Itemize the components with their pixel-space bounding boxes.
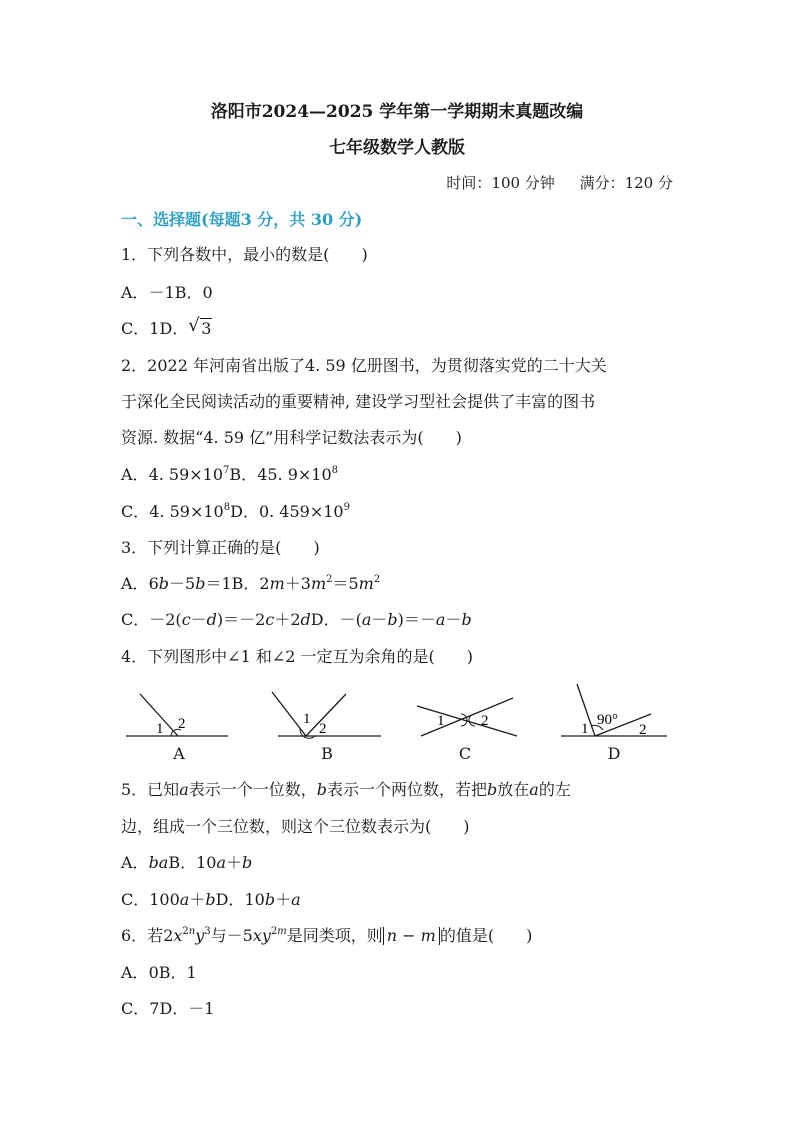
question-2-line-2: 于深化全民阅读活动的重要精神, 建设学习型社会提供了丰富的图书	[121, 392, 596, 411]
figure-a	[126, 678, 236, 763]
question-6-options-cd: C．7D．－1	[121, 999, 215, 1018]
page-title: 洛阳市2024—2025 学年第一学期期末真题改编	[210, 102, 584, 122]
svg-text:1: 1	[303, 711, 311, 727]
svg-text:2: 2	[481, 713, 489, 729]
figure-b	[266, 678, 386, 763]
question-1-options-ab: A．－1B．0	[121, 283, 213, 302]
absolute-value-expression: n − m	[383, 927, 440, 945]
figure-d-diagram	[559, 678, 671, 742]
question-3-options-cd: C．－2(c－d)＝－2c＋2dD．－(a－b)＝－a－b	[121, 610, 472, 629]
figure-a-diagram	[126, 678, 236, 742]
svg-text:1: 1	[437, 713, 445, 729]
question-2-options-ab: A．4. $59\times 10^7B$．45. $9\times 10^8$	[121, 465, 339, 484]
figure-d	[559, 678, 671, 763]
question-6-stem: 6．若$2x^{2n}y^3$与$-5xy^{2m}$是同类项，则 n − m 的值是( )	[121, 926, 533, 945]
q1-option-b: 0	[202, 283, 213, 302]
question-2-options-cd: C．4. $59\times 10^8D$．0. $459\times 10^9$	[121, 502, 350, 521]
question-5-line-1: 5．已知a表示一个一位数，b表示一个两位数，若把b放在a的左	[121, 780, 571, 799]
q1-option-d-sqrt: √ 3	[188, 315, 212, 338]
question-2-line-1: 2．2022 年河南省出版了4. 59 亿册图书，为贯彻落实党的二十大关	[121, 356, 607, 375]
svg-text:2: 2	[639, 722, 647, 738]
exam-meta	[426, 172, 673, 193]
page-subtitle: 七年级数学人教版	[329, 138, 465, 158]
figure-a-label: A	[173, 744, 185, 763]
question-5-options-ab: A．baB．10a＋b	[121, 853, 253, 872]
svg-text:2: 2	[319, 721, 327, 737]
figure-b-label: B	[321, 744, 333, 763]
angle-figures	[121, 678, 681, 770]
q1-option-a: －1	[148, 283, 175, 302]
exam-time: 时间：100 分钟	[446, 174, 555, 192]
question-2-line-3: 资源. 数据“4. 59 亿”用科学记数法表示为( )	[121, 428, 462, 447]
svg-text:1: 1	[156, 721, 164, 737]
question-3-options-ab: A．6b－5b＝1B．$2m+3m^2=5m^2$	[121, 574, 381, 593]
question-5-options-cd: C．100a＋bD．10b＋a	[121, 890, 301, 909]
svg-text:1: 1	[581, 721, 589, 737]
figure-b-diagram	[266, 678, 386, 742]
question-6-options-ab: A．0B．1	[121, 963, 197, 982]
question-3-stem: 3．下列计算正确的是( )	[121, 538, 320, 557]
section-heading: 一、选择题(每题3 分，共 30 分)	[121, 210, 363, 229]
figure-c	[413, 678, 523, 763]
q1-option-c: 1	[149, 319, 160, 338]
question-1-stem: 1．下列各数中，最小的数是( )	[121, 245, 368, 264]
figure-c-diagram	[413, 678, 523, 742]
question-1-options-cd: C．1D． √ 3	[121, 315, 212, 338]
svg-text:2: 2	[178, 716, 186, 732]
figure-c-label: C	[458, 744, 472, 763]
exam-score: 满分：120 分	[579, 174, 673, 192]
question-5-line-2: 边，组成一个三位数，则这个三位数表示为( )	[121, 817, 470, 836]
svg-text:90°: 90°	[597, 712, 618, 728]
question-4-stem: 4．下列图形中∠1 和∠2 一定互为余角的是( )	[121, 647, 474, 666]
figure-d-label: D	[607, 744, 621, 763]
